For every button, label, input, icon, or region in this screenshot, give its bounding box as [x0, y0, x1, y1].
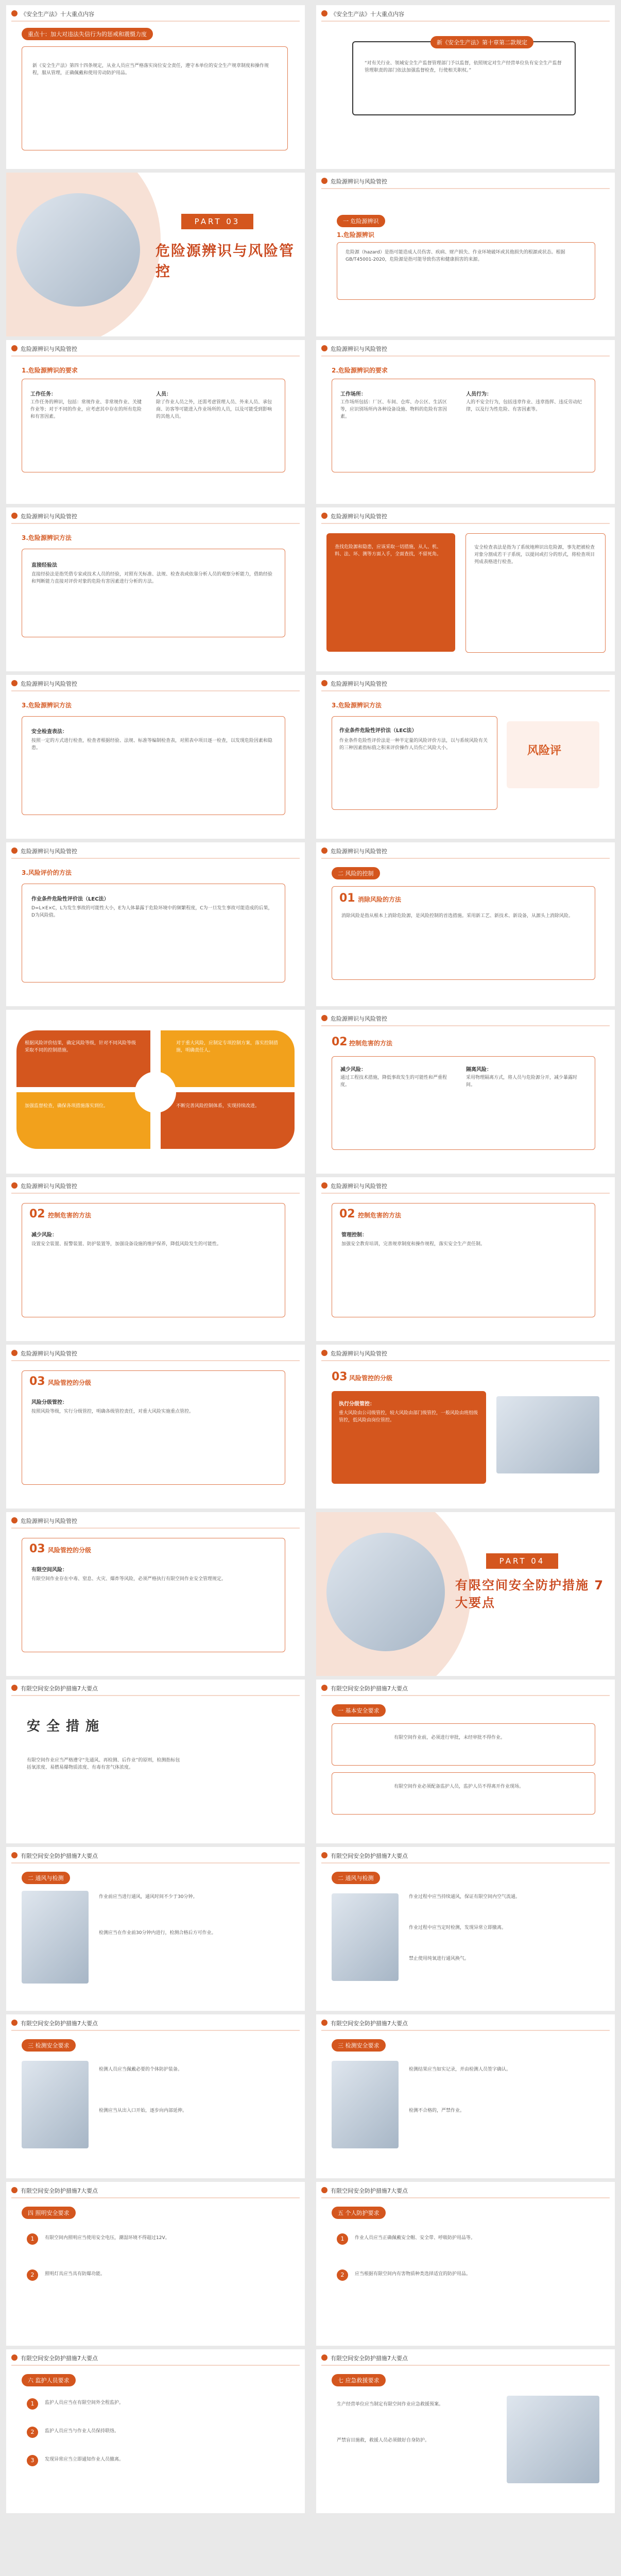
part-label: PART 03 — [181, 214, 253, 229]
item1-text: 作业过程中应当持续通风，保证有限空间内空气流通。 — [409, 1894, 521, 1900]
header-line — [321, 1025, 610, 1026]
body-text: 按照一定的方式进行检查，检查者根据经验、法规、标准等编制检查表，对照表中项目逐一检查，以发现危险因素和隐患。 — [31, 738, 273, 751]
slide-28 — [316, 2182, 615, 2346]
header-title: 危险源辨识与风险管控 — [331, 848, 387, 855]
section-title: 3.危险源辨识方法 — [22, 534, 72, 541]
header-title: 危险源辨识与风险管控 — [331, 681, 387, 687]
content-card — [332, 379, 595, 472]
header-title: 有限空间安全防护措施7大要点 — [331, 1685, 408, 1692]
header-dot — [11, 1685, 18, 1691]
slide-1 — [6, 5, 305, 169]
slide-23 — [6, 1847, 305, 2011]
slide-5 — [6, 340, 305, 504]
section-title: 3.危险源辨识方法 — [22, 702, 72, 709]
header-title: 危险源辨识与风险管控 — [21, 1518, 77, 1524]
item-bullet-2: 2 — [337, 2269, 348, 2281]
slide-header — [316, 2349, 615, 2367]
content-card — [22, 379, 285, 472]
slide-22 — [316, 1680, 615, 1843]
header-line — [11, 1695, 300, 1696]
header-dot — [11, 1517, 18, 1523]
step-title: 风险管控的分级 — [48, 1547, 92, 1554]
item2-text: 检测应当在作业前30分钟内进行，检测合格后方可作业。 — [99, 1930, 216, 1936]
header-dot — [321, 2020, 327, 2026]
header-title: 有限空间安全防护措施7大要点 — [21, 2188, 98, 2194]
header-title: 《安全生产法》十大重点内容 — [21, 11, 94, 18]
part-label: PART 04 — [486, 1553, 558, 1569]
header-title: 有限空间安全防护措施7大要点 — [331, 2020, 408, 2027]
method-title: 安全检查表法： — [31, 729, 67, 735]
slide-20-part — [316, 1512, 615, 1676]
header-line — [11, 690, 300, 691]
header-title: 危险源辨识与风险管控 — [21, 1350, 77, 1357]
content-card — [337, 242, 595, 300]
content-card — [332, 1056, 595, 1150]
quote-card — [352, 41, 576, 115]
step-title: 控制危害的方法 — [48, 1212, 92, 1219]
content-card — [22, 884, 285, 982]
header-dot — [321, 178, 327, 184]
slide-17 — [6, 1345, 305, 1509]
method-title: 有限空间风险： — [31, 1567, 67, 1573]
header-dot — [321, 2354, 327, 2361]
body-text: 加强安全教育培训，完善规章制度和操作规程，落实安全生产责任制。 — [341, 1242, 486, 1247]
badge: 三 检测安全要求 — [22, 2039, 76, 2052]
col1-title: 工作任务： — [30, 392, 56, 397]
slide-header — [6, 2014, 305, 2032]
header-line — [321, 1695, 610, 1696]
method-title: 执行分级管控： — [339, 1401, 375, 1407]
step-number: 03 — [332, 1370, 348, 1383]
header-title: 危险源辨识与风险管控 — [21, 848, 77, 855]
col2-title: 人员： — [156, 392, 171, 397]
badge: 七 应急救援要求 — [332, 2374, 386, 2386]
step-number: 03 — [29, 1543, 45, 1555]
item-card-2 — [332, 1772, 595, 1815]
header-line — [321, 523, 610, 524]
slide-header — [316, 1847, 615, 1865]
step-title: 消除风险的方法 — [358, 896, 402, 903]
header-title: 危险源辨识与风险管控 — [331, 1183, 387, 1190]
item2-text: 检测不合格的，严禁作业。 — [409, 2108, 465, 2113]
slide-header — [6, 1512, 305, 1530]
quad2-text: 对于重大风险，应制定专项控制方案，落实控制措施，明确责任人。 — [176, 1041, 279, 1053]
step-number: 02 — [29, 1208, 45, 1221]
header-line — [321, 2365, 610, 2366]
orange-card — [332, 1391, 486, 1484]
header-line — [321, 2030, 610, 2031]
item2-text: 作业过程中应当定时检测，发现异常立即撤离。 — [409, 1925, 507, 1930]
header-dot — [11, 2020, 18, 2026]
slide-header — [316, 5, 615, 23]
header-dot — [321, 10, 327, 16]
outline-card — [465, 533, 606, 653]
body-text: 有限空间作业存在中毒、窒息、火灾、爆炸等风险，必须严格执行有限空间作业安全管理规定。 — [31, 1577, 227, 1582]
slide-header — [6, 675, 305, 692]
step-title: 风险管控的分级 — [349, 1375, 393, 1382]
header-line — [11, 355, 300, 357]
header-dot — [11, 513, 18, 519]
body-text: D=L×E×C，L为发生事故的可能性大小，E为人体暴露于危险环境中的频繁程度，C为一旦发生事故可能造成的后果，D为风险值。 — [31, 906, 273, 918]
body-text: 直接经验法是指凭借专家或技术人员的经验，对照有关标准、法规、检查表或依靠分析人员的观察分析能力，借助经验和判断能力直接对评价对象的危险有害因素进行分析的方法。 — [31, 572, 273, 584]
header-dot — [321, 848, 327, 854]
step-number: 02 — [332, 1036, 348, 1048]
header-dot — [321, 513, 327, 519]
item-card-1 — [332, 1723, 595, 1766]
slide-header — [6, 1847, 305, 1865]
quad-4 — [161, 1092, 295, 1149]
header-line — [11, 1862, 300, 1863]
slide-26 — [316, 2014, 615, 2178]
header-dot — [321, 1852, 327, 1858]
item2-text: 有限空间作业必须配备监护人员，监护人员不得离开作业现场。 — [394, 1784, 524, 1789]
quad-3 — [16, 1092, 150, 1149]
badge: 二 风险的控制 — [332, 867, 380, 879]
item3-text: 禁止使用纯氧进行通风换气。 — [409, 1956, 470, 1961]
item1-text: 有限空间内照明应当使用安全电压，潮湿环境不得超过12V。 — [45, 2235, 170, 2241]
col1-body: 工作任务的辨识，包括：常规作业、非常规作业、关键作业等；对于不同的作业，应考虑其中存在的所有危险和有害因素。 — [30, 400, 142, 419]
rescue-photo — [507, 2396, 599, 2483]
header-title: 危险源辨识与风险管控 — [331, 1350, 387, 1357]
slide-header — [316, 173, 615, 190]
badge: 重点十：加大对违法失信行为的惩戒和震慑力度 — [22, 28, 153, 40]
section-title: 2.危险源辨识的要求 — [332, 367, 388, 374]
item-bullet-1: 1 — [337, 2233, 348, 2245]
slide-header — [316, 507, 615, 525]
slide-header — [6, 1177, 305, 1195]
slide-15 — [6, 1177, 305, 1341]
body-text: 新《安全生产法》第四十四条规定，从业人员应当严格落实岗位安全责任，遵守本单位的安全生产规章制度和操作规程，服从管理，正确佩戴和使用劳动防护用品。 — [32, 63, 269, 76]
step-title: 控制危害的方法 — [358, 1212, 402, 1219]
slide-8 — [316, 507, 615, 671]
step-title: 控制危害的方法 — [349, 1040, 393, 1047]
slide-9 — [6, 675, 305, 839]
step-title: 风险管控的分级 — [48, 1379, 92, 1386]
slide-header — [6, 507, 305, 525]
equipment-photo — [22, 1891, 89, 1984]
slide-header — [6, 2349, 305, 2367]
slide-header — [6, 842, 305, 860]
slide-10 — [316, 675, 615, 839]
header-line — [321, 1360, 610, 1361]
body-text: 危险源（hazard）是指可能造成人员伤害、疾病、财产损失、作业环境破坏或其他损失的根源或状态。根据GB/T45001-2020，危险源是指可能导致伤害和健康损害的来源。 — [346, 250, 565, 262]
slide-header — [6, 1345, 305, 1362]
header-title: 有限空间安全防护措施7大要点 — [331, 1853, 408, 1859]
header-dot — [321, 2187, 327, 2193]
header-dot — [11, 10, 18, 16]
badge: 三 检测安全要求 — [332, 2039, 386, 2052]
warning-illustration — [202, 1716, 289, 1803]
quad3-text: 加强监督检查，确保各项措施落实到位。 — [25, 1104, 109, 1109]
illustration-tag: 风险评 — [527, 744, 562, 757]
header-line — [321, 690, 610, 691]
method-title: 减少风险： — [31, 1232, 57, 1238]
header-dot — [321, 1350, 327, 1356]
slide-21 — [6, 1680, 305, 1843]
content-card — [332, 886, 595, 980]
header-dot — [11, 680, 18, 686]
slide-7 — [6, 507, 305, 671]
safety-photo — [16, 193, 140, 307]
body-text: 设置安全装置、报警装置、防护装置等，加强设备设施的维护保养，降低风险发生的可能性。 — [31, 1242, 222, 1247]
part-title: 有限空间安全防护措施 7大要点 — [455, 1578, 605, 1610]
header-line — [11, 858, 300, 859]
header-dot — [321, 1015, 327, 1021]
orange-card — [326, 533, 455, 652]
header-dot — [321, 1182, 327, 1189]
header-line — [11, 523, 300, 524]
method-title: 风险分级管控： — [31, 1400, 67, 1405]
badge: 二 通风与检测 — [22, 1872, 70, 1884]
slide-27 — [6, 2182, 305, 2346]
card2-text: 安全检查表法是指为了系统地辨识出危险源，事先把被检查对象分割成若干子系统，以提问或打分的形式，将检查项目列成表格进行检查。 — [474, 545, 595, 565]
item-bullet-2: 2 — [27, 2427, 38, 2438]
slide-30 — [316, 2349, 615, 2513]
item2-text: 监护人员应当与作业人员保持联络。 — [45, 2429, 119, 2434]
header-title: 有限空间安全防护措施7大要点 — [21, 1685, 98, 1692]
worker-photo — [496, 1396, 599, 1473]
header-line — [11, 21, 300, 22]
slide-header — [6, 2182, 305, 2199]
slide-4 — [316, 173, 615, 336]
method-title: 管理控制： — [341, 1232, 367, 1238]
content-card — [22, 1538, 285, 1652]
header-line — [321, 188, 610, 189]
equipment-photo — [22, 2061, 89, 2148]
content-card — [22, 716, 285, 815]
col1-body: 工作场所包括：厂区、车间、仓库、办公区、生活区等，应识别场所内各种设备设施、物料的危险有害因素。 — [340, 400, 447, 419]
header-line — [321, 21, 610, 22]
section-title: 3.危险源辨识方法 — [332, 702, 382, 709]
section-title: 1.危险源辨识 — [337, 231, 374, 239]
item-bullet-3: 3 — [27, 2455, 38, 2466]
slide-13 — [6, 1010, 305, 1174]
step-number: 02 — [339, 1208, 355, 1221]
content-card — [22, 549, 285, 637]
method-title: 作业条件危险性评价法（LEC法） — [339, 728, 417, 734]
item-bullet-1: 1 — [27, 2398, 38, 2410]
header-title: 危险源辨识与风险管控 — [21, 1183, 77, 1190]
worker-photo — [332, 1893, 399, 1981]
header-title: 有限空间安全防护措施7大要点 — [21, 2020, 98, 2027]
content-card — [332, 716, 497, 810]
body-text: 消除风险是指从根本上消除危险源，是风险控制的首选措施。采用新工艺、新技术、新设备，从源头上消除风险。 — [341, 913, 574, 919]
quad-1 — [16, 1030, 150, 1087]
header-title: 有限空间安全防护措施7大要点 — [331, 2355, 408, 2362]
header-dot — [11, 848, 18, 854]
slide-19 — [6, 1512, 305, 1676]
header-title: 有限空间安全防护措施7大要点 — [21, 2355, 98, 2362]
header-dot — [11, 2354, 18, 2361]
safety-photo — [326, 1533, 445, 1651]
item2-text: 检测应当从出入口开始，逐步向内部延伸。 — [99, 2108, 187, 2113]
section-title: 1.危险源辨识的要求 — [22, 367, 78, 374]
header-dot — [11, 345, 18, 351]
item1-text: 有限空间作业前，必须进行审批，未经审批不得作业。 — [394, 1735, 506, 1740]
header-title: 有限空间安全防护措施7大要点 — [21, 1853, 98, 1859]
header-line — [321, 858, 610, 859]
item1-text: 作业人员应当正确佩戴安全帽、安全带、呼吸防护用品等。 — [355, 2235, 476, 2241]
item3-text: 发现异常应当立即通知作业人员撤离。 — [45, 2457, 124, 2462]
header-line — [321, 1193, 610, 1194]
header-title: 危险源辨识与风险管控 — [21, 346, 77, 352]
body-text: “对有关行业、领域安全生产监督管理部门予以监督，依照规定对生产经营单位负有安全生产监督管理职责的部门依法加强监督检查，行使相关职权。” — [365, 61, 562, 73]
col2-title: 隔离风险： — [466, 1067, 492, 1073]
slide-14 — [316, 1010, 615, 1174]
col2-body: 采用物理隔离方式，将人员与危险源分开，减少暴露时间。 — [466, 1075, 578, 1088]
section-title: 3.风险评价的方法 — [22, 869, 72, 876]
slide-header — [316, 1177, 615, 1195]
item-bullet-1: 1 — [27, 2233, 38, 2245]
header-line — [11, 2365, 300, 2366]
header-line — [321, 355, 610, 357]
badge: 四 照明安全要求 — [22, 2207, 76, 2219]
slide-header — [316, 1010, 615, 1027]
method-title: 作业条件危险性评价法（LEC法） — [31, 896, 109, 902]
quad1-text: 根据风险评价结果，确定风险等级，针对不同风险等级采取不同的控制措施。 — [25, 1041, 136, 1053]
body-text: 按照风险等级，实行分级管控，明确各级管控责任，对重大风险实施重点管控。 — [31, 1409, 194, 1414]
header-line — [321, 2197, 610, 2198]
body-text: 有限空间作业应当严格遵守“先通风、再检测、后作业”的原则，检测指标包括氧浓度、易燃易爆物质浓度、有毒有害气体浓度。 — [27, 1758, 180, 1770]
item2-text: 严禁盲目施救，救援人员必须做好自身防护。 — [337, 2438, 430, 2443]
worker-photo — [332, 2061, 399, 2148]
slide-header — [6, 340, 305, 358]
slide-header — [316, 2182, 615, 2199]
slide-header — [316, 1680, 615, 1697]
item1-text: 作业前应当进行通风，通风时间不少于30分钟。 — [99, 1894, 198, 1900]
item1-text: 检测结果应当如实记录，并由检测人员签字确认。 — [409, 2067, 511, 2072]
header-title: 危险源辨识与风险管控 — [331, 513, 387, 520]
slide-25 — [6, 2014, 305, 2178]
content-card — [22, 1370, 285, 1485]
header-dot — [321, 345, 327, 351]
slide-header — [316, 842, 615, 860]
slide-header — [6, 1680, 305, 1697]
card1-text: 查找危险源和隐患，应该采取一切措施，从人、机、料、法、环、测等方面入手，全面查找，不留死角。 — [335, 545, 442, 557]
item-bullet-2: 2 — [27, 2269, 38, 2281]
header-title: 《安全生产法》十大重点内容 — [331, 11, 404, 18]
method-title: 直接经验法 — [31, 563, 57, 568]
content-card — [22, 46, 288, 150]
item1-text: 监护人员应当在有限空间外全程监护。 — [45, 2400, 124, 2405]
content-card — [332, 1203, 595, 1317]
part-title: 危险源辨识与风险管控 — [156, 242, 295, 280]
header-dot — [11, 1852, 18, 1858]
slide-header — [316, 340, 615, 358]
header-dot — [321, 680, 327, 686]
center-circle — [135, 1072, 176, 1113]
header-title: 危险源辨识与风险管控 — [331, 346, 387, 352]
quad4-text: 不断完善风险控制体系，实现持续改进。 — [176, 1104, 260, 1109]
header-line — [11, 2030, 300, 2031]
badge: 六 监护人员要求 — [22, 2374, 76, 2386]
slide-6 — [316, 340, 615, 504]
header-line — [11, 1193, 300, 1194]
col1-title: 工作场所： — [340, 392, 366, 397]
quad-2 — [161, 1030, 295, 1087]
slide-12 — [316, 842, 615, 1006]
badge: 一 危险源辨识 — [337, 215, 385, 227]
slide-2 — [316, 5, 615, 169]
header-dot — [11, 1182, 18, 1189]
badge: 二 通风与检测 — [332, 1872, 380, 1884]
header-dot — [11, 1350, 18, 1356]
slide-24 — [316, 1847, 615, 2011]
col1-body: 通过工程技术措施，降低事故发生的可能性和严重程度。 — [340, 1075, 447, 1088]
badge: 一 基本安全要求 — [332, 1704, 386, 1717]
safety-title: 安全措施 — [27, 1719, 106, 1734]
slide-29 — [6, 2349, 305, 2513]
col2-body: 人的不安全行为，包括违章作业、违章指挥、违反劳动纪律，以及行为性危险、有害因素等。 — [466, 400, 582, 412]
risk-illustration — [507, 721, 599, 788]
col1-title: 减少风险： — [340, 1067, 366, 1073]
step-number: 03 — [29, 1375, 45, 1388]
slide-11 — [6, 842, 305, 1006]
slide-16 — [316, 1177, 615, 1341]
slide-18 — [316, 1345, 615, 1509]
header-dot — [321, 1685, 327, 1691]
item2-text: 应当根据有限空间内有害物质种类选择适宜的防护用品。 — [355, 2272, 471, 2277]
header-line — [11, 1360, 300, 1361]
item2-text: 照明灯具应当具有防爆功能。 — [45, 2272, 106, 2277]
header-line — [11, 1528, 300, 1529]
body-text: 重大风险由公司级管控，较大风险由部门级管控，一般风险由班组级管控，低风险由岗位管控。 — [339, 1411, 478, 1423]
header-title: 有限空间安全防护措施7大要点 — [331, 2188, 408, 2194]
slide-3-part — [6, 173, 305, 336]
badge: 新《安全生产法》第十章第二款规定 — [430, 36, 533, 48]
slide-header — [316, 1345, 615, 1362]
item1-text: 检测人员应当佩戴必要的个体防护装备。 — [99, 2067, 183, 2072]
header-line — [321, 1862, 610, 1863]
col2-title: 人员行为： — [466, 392, 492, 397]
header-title: 危险源辨识与风险管控 — [331, 178, 387, 185]
header-line — [11, 2197, 300, 2198]
step-number: 01 — [339, 892, 355, 905]
header-dot — [11, 2187, 18, 2193]
header-title: 危险源辨识与风险管控 — [21, 681, 77, 687]
slide-header — [316, 2014, 615, 2032]
item1-text: 生产经营单位应当制定有限空间作业应急救援预案。 — [337, 2402, 444, 2407]
content-card — [22, 1203, 285, 1317]
badge: 五 个人防护要求 — [332, 2207, 386, 2219]
slide-header — [316, 675, 615, 692]
slide-header — [6, 5, 305, 23]
header-title: 危险源辨识与风险管控 — [21, 513, 77, 520]
header-title: 危险源辨识与风险管控 — [331, 1015, 387, 1022]
body-text: 作业条件危险性评价法是一种半定量的风险评价方法，以与系统风险有关的三种因素指标值之积来评价操作人员伤亡风险大小。 — [339, 738, 488, 751]
col2-body: 除了作业人员之外，还需考虑管理人员、外来人员、承包商、访客等可能进入作业场所的人员，以及可能受到影响的其他人员。 — [156, 400, 272, 419]
